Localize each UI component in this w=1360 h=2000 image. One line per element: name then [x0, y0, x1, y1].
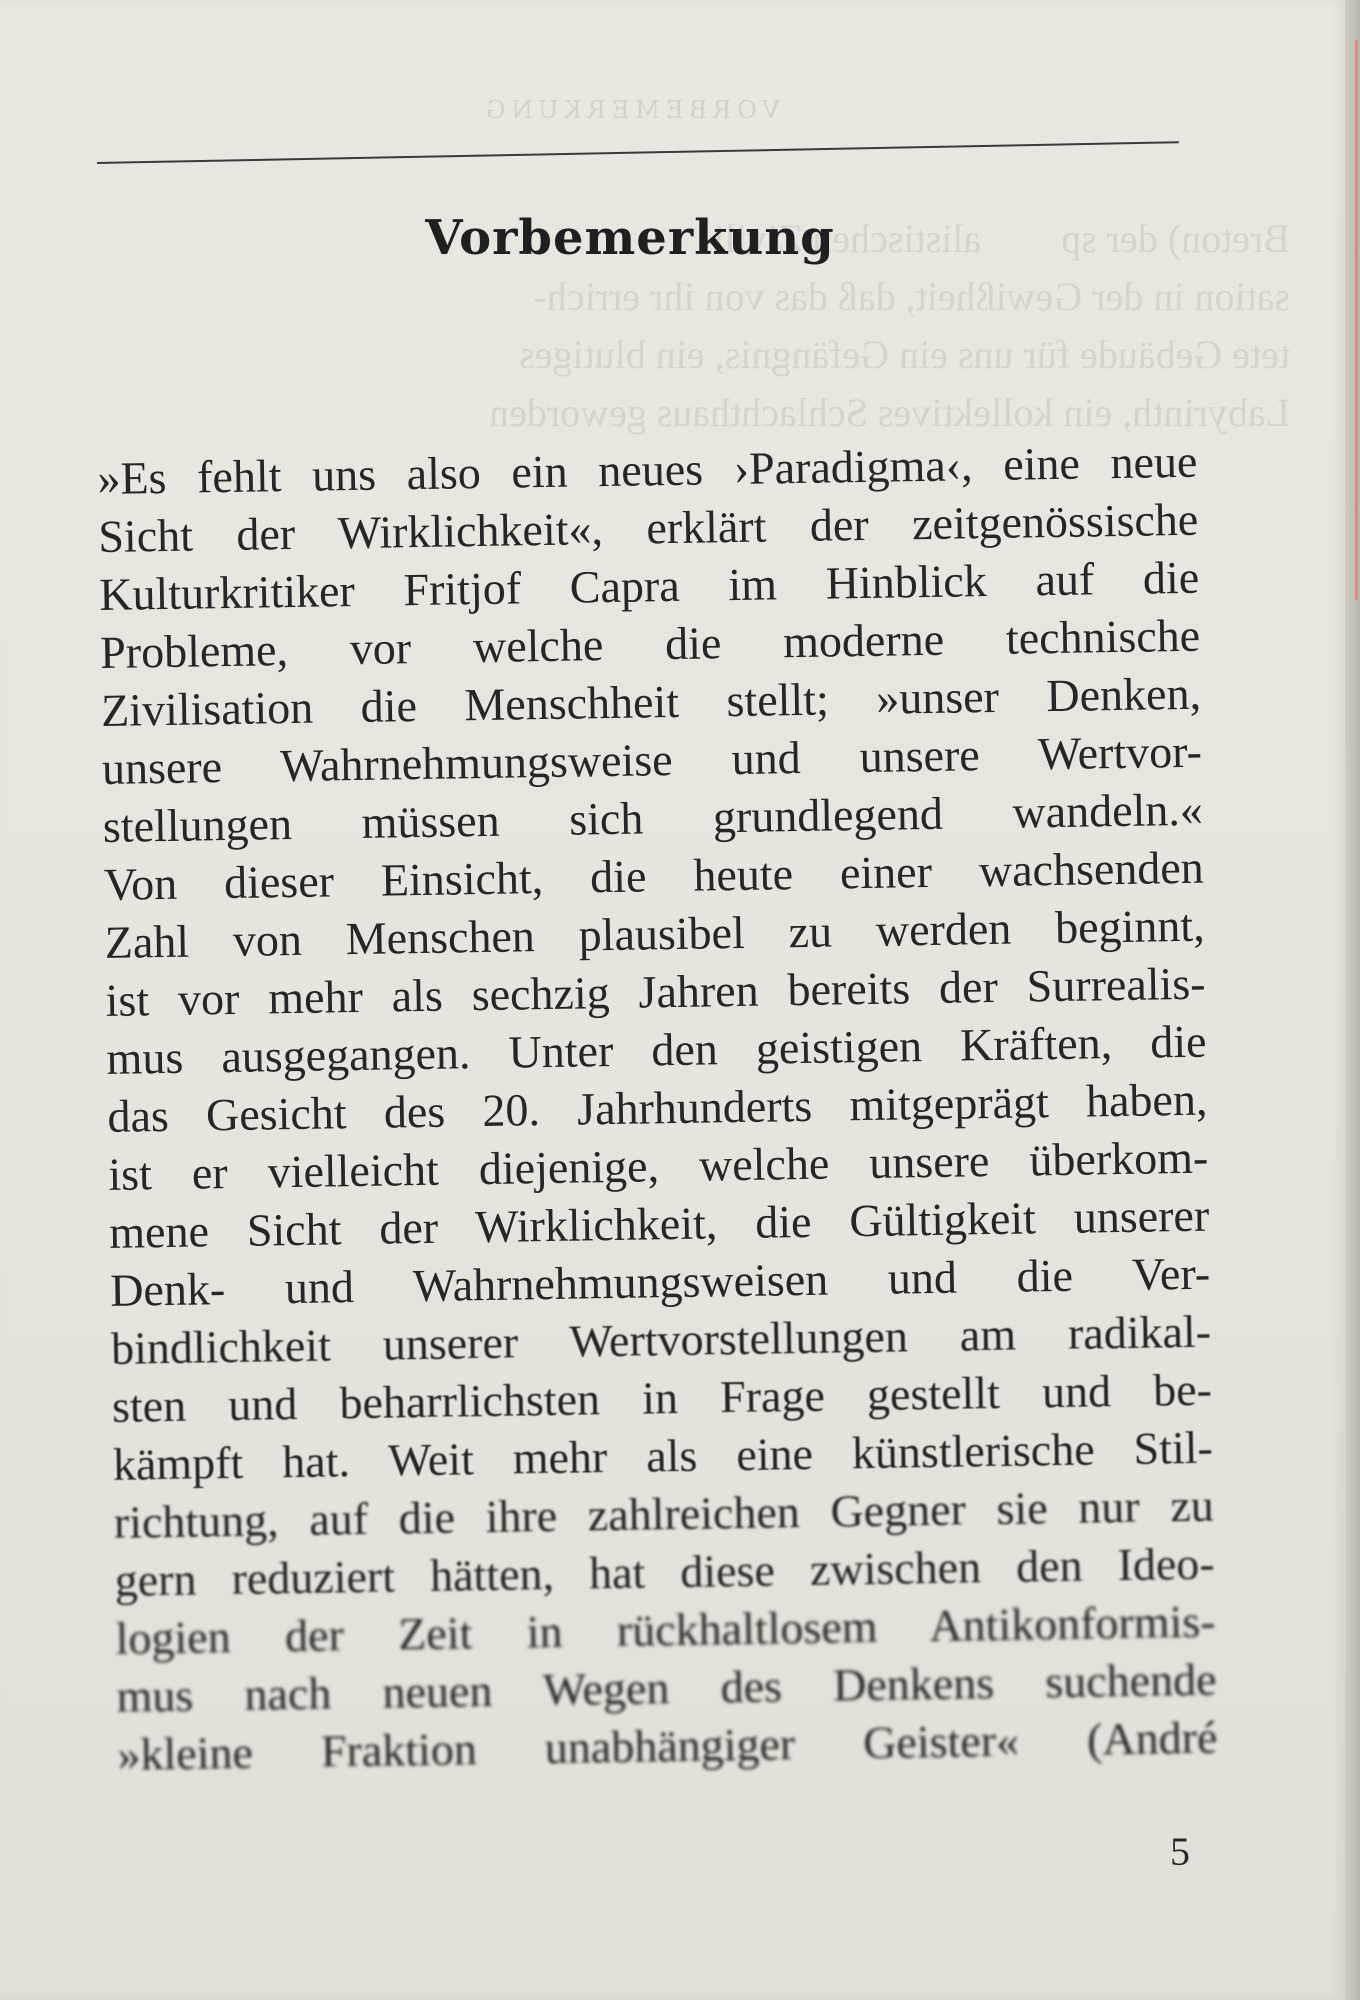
header-rule	[97, 141, 1179, 164]
show-through-running-head: VORBEMERKUNG	[480, 96, 780, 124]
text-line: Zivilisation die Menschheit stellt; »unser Denken,	[100, 667, 1202, 736]
text-line: mus nach neuen Wegen des Denkens suchende	[116, 1653, 1217, 1722]
text-line: sten und beharrlichsten in Frage gestellt und be-	[111, 1363, 1213, 1432]
text-line: Kulturkritiker Fritjof Capra im Hinblick auf die	[98, 551, 1200, 620]
text-line: »kleine Fraktion unabhängiger Geister« (André	[117, 1711, 1218, 1780]
text-line: Sicht der Wirklichkeit«, erklärt der zeitgenössische	[97, 493, 1199, 562]
text-line: gern reduziert hätten, hat diese zwischen den Ideo-	[114, 1537, 1216, 1606]
page-edge	[1345, 0, 1360, 2000]
text-line: Zahl von Menschen plausibel zu werden beginnt,	[104, 899, 1206, 968]
page-edge-mark	[1355, 40, 1358, 600]
text-line: das Gesicht des 20. Jahrhunderts mitgeprägt haben,	[107, 1073, 1208, 1142]
text-line: ist er vielleicht diejenige, welche unsere überkom-	[107, 1131, 1209, 1200]
text-line: »Es fehlt uns also ein neues ›Paradigma‹, eine neue	[97, 435, 1198, 504]
body-text	[97, 433, 1218, 1784]
text-line: kämpft hat. Weit mehr als eine künstlerische Stil-	[112, 1421, 1214, 1490]
text-line: unsere Wahrnehmungsweise und unsere Wertvor-	[101, 725, 1203, 794]
text-line: Von dieser Einsicht, die heute einer wachsenden	[103, 841, 1205, 910]
text-line: richtung, auf die ihre zahlreichen Gegner sie nur zu	[113, 1479, 1215, 1548]
text-line: Probleme, vor welche die moderne technische	[99, 609, 1201, 678]
text-line: Denk- und Wahrnehmungsweisen und die Ver-	[109, 1247, 1211, 1316]
text-line: stellungen müssen sich grundlegend wandeln.«	[102, 783, 1204, 852]
text-line: mus ausgegangen. Unter den geistigen Kräften, die	[106, 1015, 1207, 1084]
text-line: logien der Zeit in rückhaltlosem Antikonformis-	[115, 1595, 1216, 1664]
chapter-title: Vorbemerkung	[425, 210, 835, 266]
text-line: ist vor mehr als sechzig Jahren bereits der Surrealis-	[105, 957, 1206, 1026]
text-line: mene Sicht der Wirklichkeit, die Gültigkeit unserer	[108, 1189, 1210, 1258]
show-through-text: Breton) der sp alistischen Zivili- sation in der Gewißheit, daß das von ihr errich- tete Gebäude für uns ein Gefängnis, ein blutiges Labyrinth, ein kollektives Schlachthaus geworden	[489, 216, 1290, 435]
page-number: 5	[1170, 1829, 1190, 1874]
text-line: bindlichkeit unserer Wertvorstellungen am radikal-	[110, 1305, 1212, 1374]
